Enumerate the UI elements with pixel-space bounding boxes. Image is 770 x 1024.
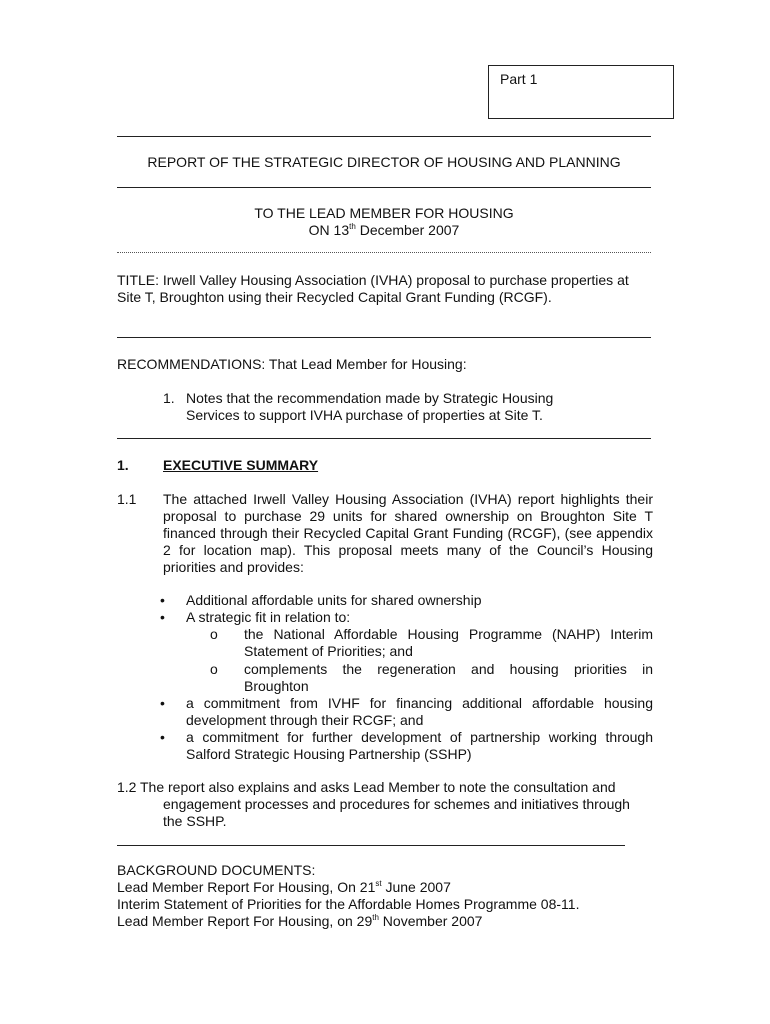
sub-bullet-icon: o — [210, 661, 218, 677]
sub-bullet-icon: o — [210, 626, 218, 642]
recommendation-text: Notes that the recommendation made by Strategic Housing Services to support IVHA purchase of properties at Site T. — [186, 390, 554, 423]
part-label-box — [488, 65, 674, 119]
recommendation-number: 1. — [163, 390, 175, 406]
sub-bullet-item: the National Affordable Housing Programme (NAHP) Interim Statement of Priorities; and — [244, 626, 653, 659]
bullet-item: a commitment from IVHF for financing additional affordable housing development through their RCGF; and — [186, 695, 653, 728]
recommendations-heading: RECOMMENDATIONS: That Lead Member for Housing: — [117, 356, 467, 372]
sub-bullet-item: complements the regeneration and housing priorities in Broughton — [244, 661, 653, 694]
divider — [117, 337, 651, 338]
bullet-item: A strategic fit in relation to: — [186, 609, 351, 625]
bullet-item: a commitment for further development of partnership working through Salford Strategic Housing Partnership (SSHP) — [186, 729, 653, 762]
report-date: ON 13th December 2007 — [308, 222, 460, 238]
section-heading: EXECUTIVE SUMMARY — [163, 457, 319, 473]
paragraph-1-1: The attached Irwell Valley Housing Association (IVHA) report highlights their proposal to purchase 29 units for shared ownership on Broughton Site T financed through their Recycled Capital Grant Funding (RCGF), (see appendix 2 for location map). This proposal meets many of the Council’s Housing priorities and provides: — [163, 491, 653, 575]
divider — [117, 187, 651, 188]
bullet-icon: • — [160, 729, 165, 745]
divider — [117, 136, 651, 137]
divider — [117, 438, 651, 439]
background-document: Lead Member Report For Housing, On 21st June 2007 — [117, 879, 451, 895]
report-title: TITLE: Irwell Valley Housing Association (IVHA) proposal to purchase properties at Site T, Broughton using their Recycled Capital Grant Funding (RCGF). — [117, 272, 629, 305]
background-document: Interim Statement of Priorities for the Affordable Homes Programme 08-11. — [117, 896, 580, 912]
bullet-icon: • — [160, 592, 165, 608]
part-label: Part 1 — [500, 71, 538, 87]
paragraph-1-2: The report also explains and asks Lead Member to note the consultation and engagement processes and procedures for schemes and initiatives through the SSHP. — [140, 779, 630, 829]
paragraph-number: 1.1 — [117, 491, 137, 507]
divider — [117, 252, 651, 253]
bullet-item: Additional affordable units for shared ownership — [186, 592, 482, 608]
paragraph-number: 1.2 — [117, 779, 137, 795]
bullet-icon: • — [160, 609, 165, 625]
divider — [117, 845, 625, 846]
background-document: Lead Member Report For Housing, on 29th November 2007 — [117, 913, 483, 929]
report-of-heading: REPORT OF THE STRATEGIC DIRECTOR OF HOUSING AND PLANNING — [147, 154, 621, 170]
background-documents-heading: BACKGROUND DOCUMENTS: — [117, 862, 316, 878]
section-number: 1. — [117, 457, 129, 473]
bullet-icon: • — [160, 695, 165, 711]
to-lead-member-line: TO THE LEAD MEMBER FOR HOUSING — [254, 205, 514, 221]
